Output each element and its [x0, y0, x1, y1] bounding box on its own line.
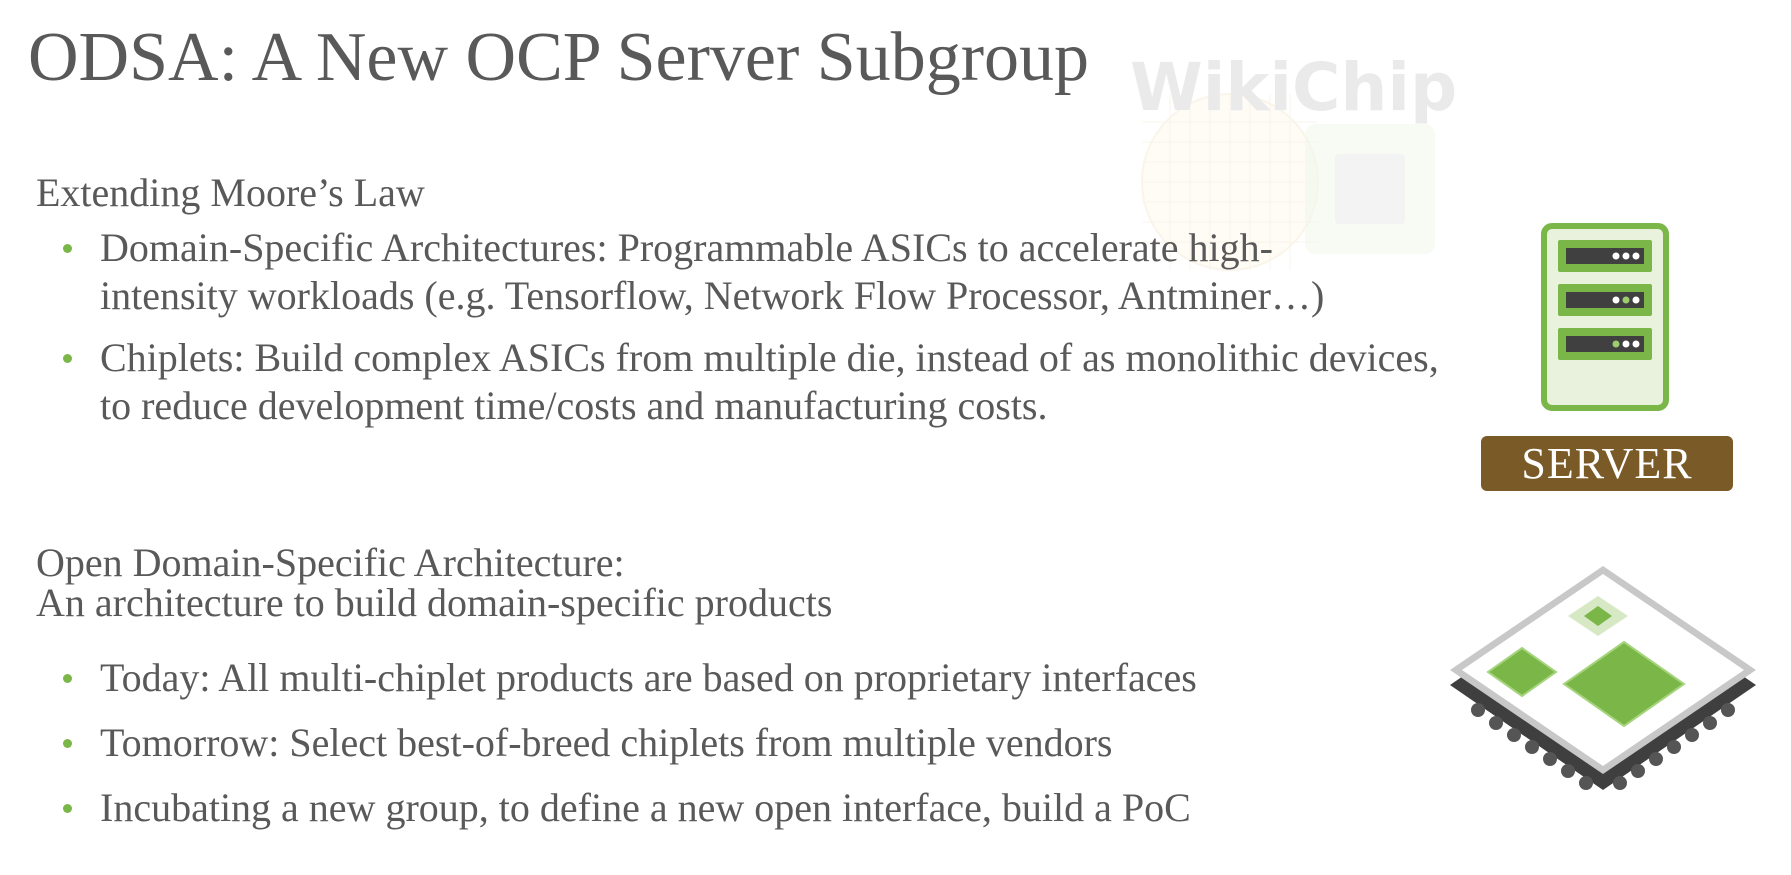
bullet-icon [63, 804, 72, 813]
watermark-text: WikiChip [1130, 52, 1458, 126]
bullet-incubating [36, 784, 1436, 832]
bullet-icon [63, 674, 72, 683]
bullet-text: Incubating a new group, to define a new open interface, build a PoC [100, 785, 1191, 830]
bullet-text: Tomorrow: Select best-of-breed chiplets from multiple vendors [100, 720, 1113, 765]
bullet-icon [63, 244, 72, 253]
section2-bullet-list [36, 654, 1436, 832]
chip-package-icon [1438, 560, 1768, 820]
bullet-icon [63, 739, 72, 748]
server-rack-icon [1540, 222, 1670, 412]
bullet-today [36, 654, 1436, 702]
bullet-domain-specific [36, 224, 1360, 320]
bullet-text: Domain-Specific Architectures: Programmable ASICs to accelerate high-intensity workloads (e.g. Tensorflow, Network Flow Processor, Antminer…) [100, 225, 1325, 318]
bullet-text: Today: All multi-chiplet products are based on proprietary interfaces [100, 655, 1197, 700]
bullet-icon [63, 354, 72, 363]
slide-title: ODSA: A New OCP Server Subgroup [28, 19, 1090, 96]
section2-heading-line2: An architecture to build domain-specific products [36, 580, 833, 625]
section2-heading [36, 540, 832, 626]
section1-bullet-list [36, 224, 1439, 430]
bullet-chiplets [36, 334, 1460, 430]
server-label: SERVER [1481, 436, 1733, 491]
section1-heading: Extending Moore’s Law [36, 170, 425, 215]
bullet-tomorrow [36, 719, 1436, 767]
section2-heading-line1: Open Domain-Specific Architecture: [36, 540, 625, 585]
bullet-text: Chiplets: Build complex ASICs from multiple die, instead of as monolithic devices, to reduce development time/costs and manufacturing costs. [100, 335, 1439, 428]
